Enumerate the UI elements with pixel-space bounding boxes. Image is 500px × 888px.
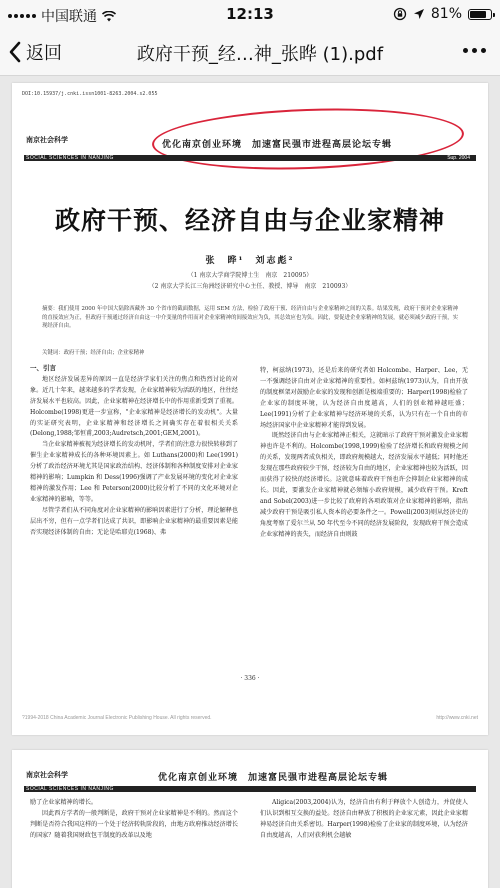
- paragraph: Aligica(2003,2004)认为，经济自由有利于释放个人创造力，并促使人们认识到相互交换的益处。经济自由释放了积极的企业家元素，因此企业家精神易经济自由关系密切。Harper(1998)检验了企业家的制度环境，认为经济自由度越高，人们对获利机会越敏: [260, 799, 468, 839]
- keywords: 关键词：政府干预；经济自由；企业家精神: [42, 350, 145, 356]
- more-options-button[interactable]: [463, 48, 486, 53]
- back-label: 返回: [26, 43, 62, 64]
- series-title: 优化南京创业环境 加速富民强市进程高层论坛专辑: [158, 773, 389, 783]
- affiliation-1: （1 南京大学商学院博士生 南京 210095）: [187, 272, 313, 279]
- left-column: [30, 363, 238, 539]
- right-column: [260, 366, 468, 541]
- page-number: · 336 ·: [240, 675, 260, 682]
- paragraph: 既然经济自由与企业家精神正相关，这就暗示了政府干预对激发企业家精神也许是不利的。Holcombe(1998,1999)检验了经济增长和政府规模之间的关系，发现两者成负相关，即政府规模越大，经济发展水平越低；同时他还发现在那些政府较少干预，经济较为自由的地区，企业家精神也较为活跃，因而获得了较快的经济增长。这就意味着政府干预也许会抑制企业家精神的成长。因此，要激发企业家精神就必须缩小政府规模，减少政府干预。Kreft and Sobel(2003)进一步比较了政府的各项政策对企业家精神的影响，指出减少政府干预是吸引私人资本的必要条件之一。Powell(2003)则从经济史的角度考察了爱尔兰从 50 年代至今不同的经济发展阶段，发现政府干预会造成企业家精神的丧失，而经济自由则鼓: [260, 432, 468, 538]
- journal-name-en: SOCIAL SCIENCES IN NANJING: [26, 155, 114, 161]
- status-right: [393, 6, 492, 22]
- series-title: 优化南京创业环境 加速富民强市进程高层论坛专辑: [162, 140, 393, 150]
- section-heading: 一、引言: [30, 364, 56, 372]
- battery-level: [470, 11, 486, 18]
- pdf-page-1: [12, 83, 488, 735]
- journal-name-en: SOCIAL SCIENCES IN NANJING: [26, 786, 114, 792]
- rotation-lock-icon: [393, 7, 407, 21]
- journal-name: 南京社会科学: [26, 770, 68, 779]
- left-column: [30, 798, 238, 842]
- footer-url: http://www.cnki.net: [436, 715, 478, 721]
- affiliation-2: （2 南京大学长江三角洲经济研究中心主任、教授、博导 南京 210093）: [148, 283, 352, 290]
- nav-bar: [0, 28, 500, 76]
- paragraph: 励了企业家精神的增长。: [30, 799, 98, 806]
- pdf-page-2: [12, 750, 488, 888]
- paragraph: 地区经济发展差异的原因一直是经济学家们关注的焦点和热烈讨论的对象。近几十年来，越来越多的学者发现，企业家精神较为活跃的地区，往往经济发展水平也较高。因此，企业家精神在经济增长中的作用重新受到了重视。Holcombe(1998)更进一步宣称，"企业家精神是经济增长的发动机"。大量的实证研究表明，企业家精神和经济增长之间确实存在着很相关关系(Delong,1988;邹恒甫,2003;Audretsch,2001;GEM,2001)。: [30, 375, 238, 438]
- paragraph: 因此西方学者的一般判断是，政府干预对企业家精神是不利的。然而这个判断是否符合我国这样的一个处于经济转轨阶段的，由地方政府推动经济增长的国家？随着我国财政包干制度的改革以及地: [30, 809, 238, 839]
- pdf-viewer[interactable]: [0, 77, 500, 888]
- paragraph: 当企业家精神被视为经济增长的发动机时，学者们的注意力很快转移到了催生企业家精神成长的各种环境因素上。如 Luthans(2000)和 Lee(1991)分析了政治经济环境尤其是国家政治结构、经济体制和各种制度安排对企业家精神的影响；Lumpkin 和 Dess(1996)强调了产业发展环境的变化对企业家精神的激发作用；Lee 和 Peterson(2000)比较分析了不同的文化环境对企业家精神的影响，等等。: [30, 441, 238, 503]
- status-time: 12:13: [226, 5, 274, 23]
- paper-authors: 张 晔¹ 刘志彪²: [205, 256, 295, 266]
- back-button[interactable]: [8, 38, 62, 66]
- carrier-name: 中国联通: [41, 9, 97, 25]
- right-column: [260, 798, 468, 842]
- paper-title: 政府干预、经济自由与企业家精神: [54, 206, 445, 235]
- status-bar: [0, 0, 500, 28]
- page-footer: [22, 715, 478, 721]
- battery-icon: [468, 9, 492, 20]
- copyright-text: ?1994-2018 China Academic Journal Electronic Publishing House. All rights reserved.: [22, 715, 212, 721]
- issue-date: Sup. 2004: [447, 155, 470, 161]
- abstract: 摘要：我们使用 2000 年中国大陆除西藏外 30 个省市的截面数据，运用 SEM 方法，检验了政府干预、经济自由与企业家精神之间的关系。结果发现，政府干预对企业家精神的直接效应为正，但政府干预通过经济自由这一中介变量的作用而对企业家精神的间接效应为负，其总效应也为负。因此，要促进企业家精神的发展，就必须减少政府干预，实现经济自由。: [42, 306, 458, 329]
- journal-name: 南京社会科学: [26, 135, 68, 144]
- doi-text: DOI:10.15937/j.cnki.issn1001-8263.2004.s2.055: [22, 91, 158, 97]
- chevron-left-icon: [8, 41, 22, 63]
- paragraph: 尽管学者们从不同角度对企业家精神的影响因素进行了分析，理论解释也层出不穷，但有一点学者们达成了共识，即影响企业家精神的最重要因素是能否实现经济体制的自由；无论是哈耶克(1968)、弗: [30, 506, 238, 536]
- paragraph: 特，柯兹纳(1973)，还是后来的研究者如 Holcombe、Harper、Lee，无一不强调经济自由对企业家精神的重要性。如柯兹纳(1973)认为，自由开放的制度框架对鼓励企业家的发现和创新是极端重要的；Harper(1998)检验了企业家的制度环境，认为经济自由度越高，人们的创业精神越旺盛；Lee(1991)分析了企业家精神与经济环境的关系，认为只有在一个自由的市场经济国家中企业家精神才能得到发展。: [260, 367, 468, 429]
- document-title: 政府干预_经…神_张晔 (1).pdf: [136, 44, 384, 65]
- location-icon: [413, 8, 425, 20]
- battery-percent: 81%: [430, 6, 462, 22]
